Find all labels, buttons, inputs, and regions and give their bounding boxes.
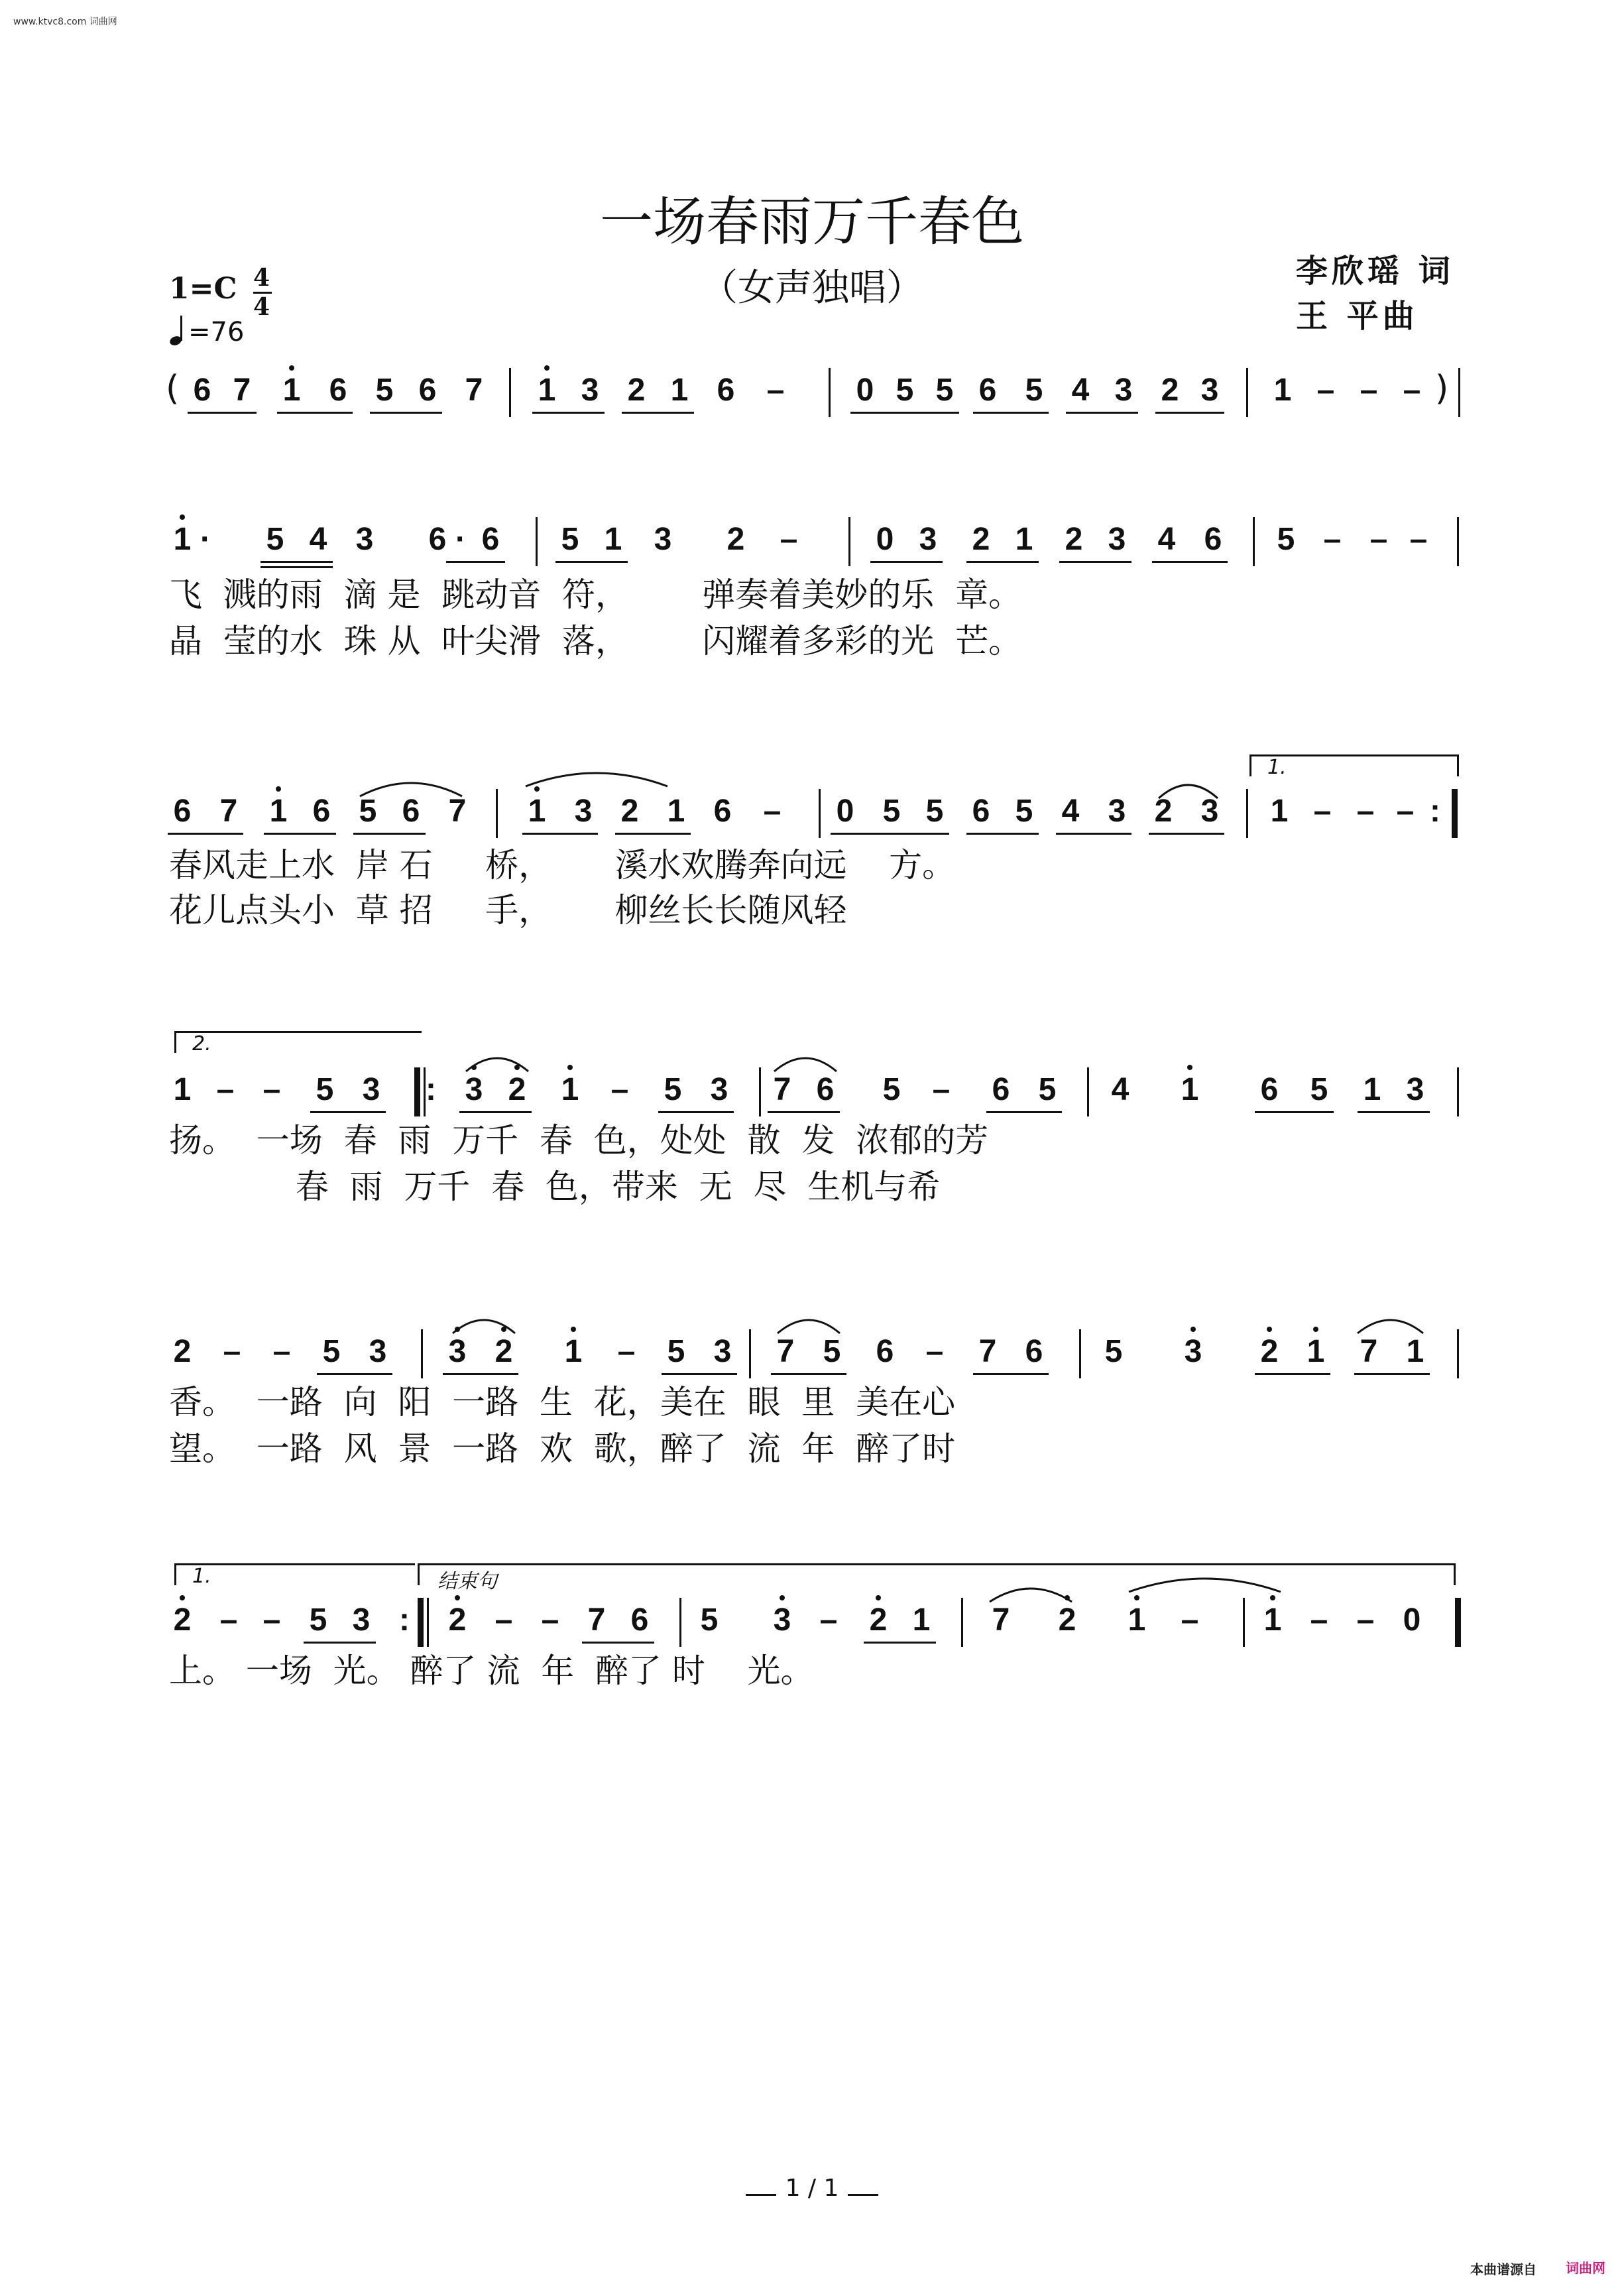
note: – xyxy=(219,1602,238,1638)
lyric-line: 花儿点头小 草 招 手， 柳丝长长随风轻 xyxy=(169,891,847,930)
octave-dot xyxy=(780,1595,785,1600)
note: – xyxy=(763,794,782,829)
note: 1 xyxy=(1270,794,1289,829)
note: 1 xyxy=(1363,1072,1381,1107)
note: 2 xyxy=(173,1602,192,1638)
note: 7 xyxy=(776,1334,795,1369)
note: 1 xyxy=(1128,1602,1146,1638)
barline xyxy=(829,368,831,417)
note: 6 xyxy=(1204,522,1222,557)
note: – xyxy=(272,1334,291,1369)
note: 5 xyxy=(561,522,579,557)
note: 6 xyxy=(816,1072,835,1107)
lyric-line: 晶 莹的水 珠 从 叶尖滑 落， 闪耀着多彩的光 芒。 xyxy=(169,622,1022,660)
note: 1 xyxy=(561,1072,579,1107)
lyric-line: 飞 溅的雨 滴 是 跳动音 符， 弹奏着美妙的乐 章。 xyxy=(169,575,1022,614)
underline-beam xyxy=(555,561,628,563)
underline-beam xyxy=(622,412,694,414)
note: 5 xyxy=(667,1334,685,1369)
octave-dot xyxy=(180,1595,185,1600)
note: 1 xyxy=(670,373,689,408)
note: 5 xyxy=(823,1334,841,1369)
note: 4 xyxy=(309,522,327,557)
note: : xyxy=(399,1602,410,1638)
underline-beam xyxy=(304,1642,376,1644)
composer-credit: 王 平曲 xyxy=(1296,298,1419,335)
barline xyxy=(961,1598,963,1647)
note: 1 xyxy=(269,794,288,829)
underline-beam xyxy=(188,412,257,414)
note: 6 xyxy=(428,522,447,557)
tempo-marking: =76 xyxy=(188,317,245,347)
slur-arc xyxy=(524,762,669,789)
barline xyxy=(819,789,821,838)
lyric-line: 上。 一场 光。 醉了 流 年 醉了 时 光。 xyxy=(169,1652,814,1690)
site-watermark: www.ktvc8.com 词曲网 xyxy=(13,17,117,27)
note: 0 xyxy=(1403,1602,1421,1638)
note: 5 xyxy=(935,373,954,408)
note: 3 xyxy=(713,1334,732,1369)
underline-beam xyxy=(261,561,333,563)
note: 6 xyxy=(717,373,735,408)
note: 1 xyxy=(538,373,556,408)
note: 5 xyxy=(1015,794,1033,829)
note: – xyxy=(1360,373,1378,408)
barline xyxy=(1243,1598,1245,1647)
note: – xyxy=(1323,522,1342,557)
note: – xyxy=(494,1602,513,1638)
note: 6 xyxy=(329,373,347,408)
volta-label: 2. xyxy=(192,1032,211,1055)
note: 7 xyxy=(1360,1334,1378,1369)
note: 5 xyxy=(664,1072,682,1107)
octave-dot xyxy=(567,1065,573,1070)
note: 3 xyxy=(1184,1334,1202,1369)
note: – xyxy=(1396,794,1415,829)
note: – xyxy=(216,1072,235,1107)
underline-beam xyxy=(615,833,691,835)
note: 3 xyxy=(465,1072,483,1107)
underline-beam xyxy=(973,412,1049,414)
note: – xyxy=(617,1334,636,1369)
note: 6 xyxy=(418,373,437,408)
underline-beam xyxy=(261,566,333,568)
key-signature: 1=C xyxy=(169,272,237,306)
note: – xyxy=(1356,794,1375,829)
barline xyxy=(1455,1598,1461,1647)
note: 3 xyxy=(1200,794,1219,829)
underline-beam xyxy=(1155,412,1224,414)
note: 5 xyxy=(316,1072,334,1107)
note: 3 xyxy=(654,522,672,557)
barline xyxy=(1246,368,1248,417)
slur-arc xyxy=(1157,774,1220,801)
note: 7 xyxy=(233,373,251,408)
octave-dot xyxy=(276,786,281,792)
underline-beam xyxy=(986,1111,1062,1113)
note: 3 xyxy=(710,1072,728,1107)
note: – xyxy=(1181,1602,1199,1638)
barline xyxy=(421,1329,423,1378)
underline-beam xyxy=(353,833,426,835)
source-note: 本曲谱源自 xyxy=(1470,2261,1537,2277)
note: 5 xyxy=(1277,522,1295,557)
barline xyxy=(424,1067,426,1116)
underline-beam xyxy=(1152,561,1228,563)
underline-beam xyxy=(1255,1111,1334,1113)
quarter-note-icon xyxy=(169,316,186,349)
note: 6 xyxy=(992,1072,1010,1107)
note: : xyxy=(426,1072,436,1107)
time-top: 4 xyxy=(253,264,270,292)
underline-beam xyxy=(277,412,353,414)
slur-arc xyxy=(776,1309,842,1336)
underline-beam xyxy=(877,833,949,835)
lyric-line: 望。 一路 风 景 一路 欢 歌，醉了 流 年 醉了时 xyxy=(169,1429,956,1468)
barline xyxy=(1458,368,1460,417)
note: 3 xyxy=(919,522,937,557)
underline-beam xyxy=(1149,833,1224,835)
page-number xyxy=(0,2175,1624,2202)
barline xyxy=(759,1067,761,1116)
note: – xyxy=(262,1072,281,1107)
note: 6 xyxy=(1025,1334,1043,1369)
note: 3 xyxy=(1108,794,1126,829)
note: · xyxy=(200,522,211,557)
note: 3 xyxy=(1114,373,1133,408)
note: 6 xyxy=(978,373,997,408)
barline xyxy=(1457,1329,1459,1378)
note: 6 xyxy=(173,794,192,829)
octave-dot xyxy=(1134,1595,1139,1600)
note: 5 xyxy=(1025,373,1043,408)
underline-beam xyxy=(310,1111,386,1113)
lyric-line: 香。 一路 向 阳 一路 生 花，美在 眼 里 美在心 xyxy=(169,1383,956,1421)
note: – xyxy=(766,373,785,408)
barline xyxy=(1457,517,1459,566)
underline-beam xyxy=(1358,1111,1430,1113)
octave-dot xyxy=(1267,1327,1272,1332)
barline xyxy=(418,1598,424,1647)
note: 2 xyxy=(1154,794,1173,829)
underline-beam xyxy=(582,1642,654,1644)
note: 1 xyxy=(1015,522,1033,557)
note: 7 xyxy=(465,373,483,408)
note: 1 xyxy=(173,1072,192,1107)
barline xyxy=(427,1598,429,1647)
barline xyxy=(496,789,498,838)
note: – xyxy=(610,1072,629,1107)
note: 0 xyxy=(856,373,874,408)
slur-arc xyxy=(358,772,464,799)
note: 5 xyxy=(882,1072,901,1107)
note: – xyxy=(262,1602,281,1638)
note: 2 xyxy=(173,1334,192,1369)
underline-beam xyxy=(658,1111,734,1113)
underline-beam xyxy=(1059,561,1131,563)
note: 7 xyxy=(587,1602,606,1638)
note: 1 xyxy=(528,794,546,829)
note: 6 xyxy=(876,1334,894,1369)
underline-beam xyxy=(1354,1373,1430,1375)
note: 3 xyxy=(1406,1072,1424,1107)
brand-logo: 词曲网 xyxy=(1566,2260,1605,2276)
barline xyxy=(1087,1067,1089,1116)
note: 6 xyxy=(1260,1072,1279,1107)
note: 1 xyxy=(667,794,685,829)
underline-beam xyxy=(870,561,943,563)
note: 5 xyxy=(322,1334,341,1369)
octave-dot xyxy=(455,1595,460,1600)
note: – xyxy=(1313,794,1332,829)
note: 2 xyxy=(627,373,646,408)
note: – xyxy=(541,1602,559,1638)
octave-dot xyxy=(289,365,294,371)
note: – xyxy=(1316,373,1335,408)
barline xyxy=(679,1598,681,1647)
underline-beam xyxy=(1056,833,1131,835)
note: 5 xyxy=(1038,1072,1057,1107)
underline-beam xyxy=(370,412,442,414)
underline-beam xyxy=(522,833,598,835)
barline xyxy=(509,368,511,417)
note: 0 xyxy=(836,794,854,829)
note: 5 xyxy=(1310,1072,1328,1107)
note: 2 xyxy=(726,522,745,557)
paren-open: ( xyxy=(166,369,180,408)
note: 4 xyxy=(1061,794,1080,829)
note: 5 xyxy=(266,522,284,557)
lyricist-credit: 李欣瑶 词 xyxy=(1296,253,1454,290)
note: : xyxy=(1430,794,1440,829)
octave-dot xyxy=(1187,1065,1192,1070)
barline xyxy=(848,517,850,566)
note: – xyxy=(1310,1602,1328,1638)
page-number-text: 1 / 1 xyxy=(785,2175,839,2202)
note: 5 xyxy=(1104,1334,1123,1369)
note: 1 xyxy=(564,1334,583,1369)
note: 7 xyxy=(978,1334,997,1369)
underline-beam xyxy=(662,1373,737,1375)
slur-arc xyxy=(772,1048,839,1074)
note: – xyxy=(223,1334,241,1369)
barline xyxy=(536,517,538,566)
note: 5 xyxy=(925,794,944,829)
slur-arc xyxy=(451,1309,517,1336)
note: 1 xyxy=(1306,1334,1325,1369)
note: 7 xyxy=(773,1072,791,1107)
note: 5 xyxy=(309,1602,327,1638)
underline-beam xyxy=(768,1111,840,1113)
slur-arc xyxy=(1127,1568,1283,1594)
note: 2 xyxy=(1260,1334,1279,1369)
note: 2 xyxy=(494,1334,513,1369)
underline-beam xyxy=(966,561,1039,563)
note: 5 xyxy=(359,794,377,829)
note: 2 xyxy=(508,1072,526,1107)
volta-label: 1. xyxy=(1267,756,1287,779)
note: 2 xyxy=(620,794,639,829)
note: 3 xyxy=(1108,522,1126,557)
octave-dot xyxy=(1270,1595,1275,1600)
note: 5 xyxy=(700,1602,719,1638)
note: · xyxy=(455,522,466,557)
note: – xyxy=(819,1602,838,1638)
underline-beam xyxy=(168,833,243,835)
octave-dot xyxy=(1313,1327,1318,1332)
note: 5 xyxy=(882,794,901,829)
octave-dot xyxy=(544,365,550,371)
underline-beam xyxy=(890,412,959,414)
time-bottom: 4 xyxy=(253,293,270,321)
note: 6 xyxy=(630,1602,649,1638)
note: 4 xyxy=(1111,1072,1130,1107)
note: 1 xyxy=(1181,1072,1199,1107)
note: 7 xyxy=(448,794,467,829)
note: – xyxy=(780,522,798,557)
lyric-line: 春 雨 万千 春 色，带来 无 尽 生机与希 xyxy=(169,1168,941,1206)
note: – xyxy=(1356,1602,1375,1638)
underline-beam xyxy=(864,1642,936,1644)
underline-beam xyxy=(459,1111,532,1113)
note: – xyxy=(932,1072,951,1107)
note: 3 xyxy=(574,794,593,829)
note: 2 xyxy=(448,1602,467,1638)
note: 2 xyxy=(869,1602,888,1638)
note: 3 xyxy=(352,1602,371,1638)
note: 4 xyxy=(1157,522,1176,557)
octave-dot xyxy=(180,514,185,520)
note: – xyxy=(1369,522,1388,557)
slur-arc xyxy=(988,1578,1074,1604)
note: 1 xyxy=(604,522,622,557)
barline xyxy=(1246,789,1248,838)
volta-bracket xyxy=(174,1031,422,1053)
octave-dot xyxy=(571,1327,576,1332)
underline-beam xyxy=(973,1373,1049,1375)
underline-beam xyxy=(532,412,605,414)
note: 2 xyxy=(1058,1602,1076,1638)
barline xyxy=(749,1329,751,1378)
note: 1 xyxy=(282,373,301,408)
song-title: 一场春雨万千春色 xyxy=(600,191,1024,253)
volta-bracket xyxy=(418,1563,1456,1585)
note: 6 xyxy=(713,794,732,829)
octave-dot xyxy=(876,1595,881,1600)
note: 7 xyxy=(219,794,238,829)
lyric-line: 春风走上水 岸 石 桥， 溪水欢腾奔向远 方。 xyxy=(169,846,956,884)
underline-beam xyxy=(966,833,1039,835)
note: 0 xyxy=(876,522,894,557)
barline xyxy=(1452,789,1458,838)
underline-beam xyxy=(446,561,505,563)
note: 6 xyxy=(193,373,211,408)
barline xyxy=(414,1067,420,1116)
note: 2 xyxy=(1161,373,1179,408)
note: 3 xyxy=(773,1602,791,1638)
note: 3 xyxy=(1200,373,1219,408)
note: – xyxy=(925,1334,944,1369)
note: 3 xyxy=(362,1072,380,1107)
note: – xyxy=(1409,522,1428,557)
note: – xyxy=(1403,373,1421,408)
song-subtitle: （女声独唱） xyxy=(701,267,923,310)
underline-beam xyxy=(264,833,336,835)
note: 7 xyxy=(992,1602,1010,1638)
note: 5 xyxy=(375,373,394,408)
note: 3 xyxy=(369,1334,387,1369)
barline xyxy=(1079,1329,1081,1378)
underline-beam xyxy=(1066,412,1138,414)
note: 6 xyxy=(481,522,500,557)
underline-beam xyxy=(1255,1373,1330,1375)
note: 6 xyxy=(402,794,420,829)
volta-label: 结束句 xyxy=(437,1570,497,1593)
paren-close: ) xyxy=(1435,369,1449,408)
note: 1 xyxy=(912,1602,931,1638)
note: 5 xyxy=(896,373,914,408)
underline-beam xyxy=(771,1373,846,1375)
lyric-line: 扬。 一场 春 雨 万千 春 色，处处 散 发 浓郁的芳 xyxy=(169,1121,989,1160)
note: 6 xyxy=(972,794,990,829)
volta-label: 1. xyxy=(192,1565,211,1588)
note: 2 xyxy=(1065,522,1083,557)
note: 3 xyxy=(448,1334,467,1369)
octave-dot xyxy=(1190,1327,1196,1332)
barline xyxy=(1253,517,1255,566)
underline-beam xyxy=(317,1373,392,1375)
barline xyxy=(1457,1067,1459,1116)
note: 1 xyxy=(1273,373,1292,408)
note: 1 xyxy=(173,522,192,557)
slur-arc xyxy=(464,1048,530,1074)
underline-beam xyxy=(443,1373,518,1375)
note: 3 xyxy=(355,522,374,557)
slur-arc xyxy=(1356,1309,1425,1336)
note: 6 xyxy=(312,794,331,829)
note: 3 xyxy=(581,373,599,408)
note: 4 xyxy=(1071,373,1090,408)
note: 2 xyxy=(972,522,990,557)
note: 1 xyxy=(1263,1602,1282,1638)
note: 1 xyxy=(1406,1334,1424,1369)
